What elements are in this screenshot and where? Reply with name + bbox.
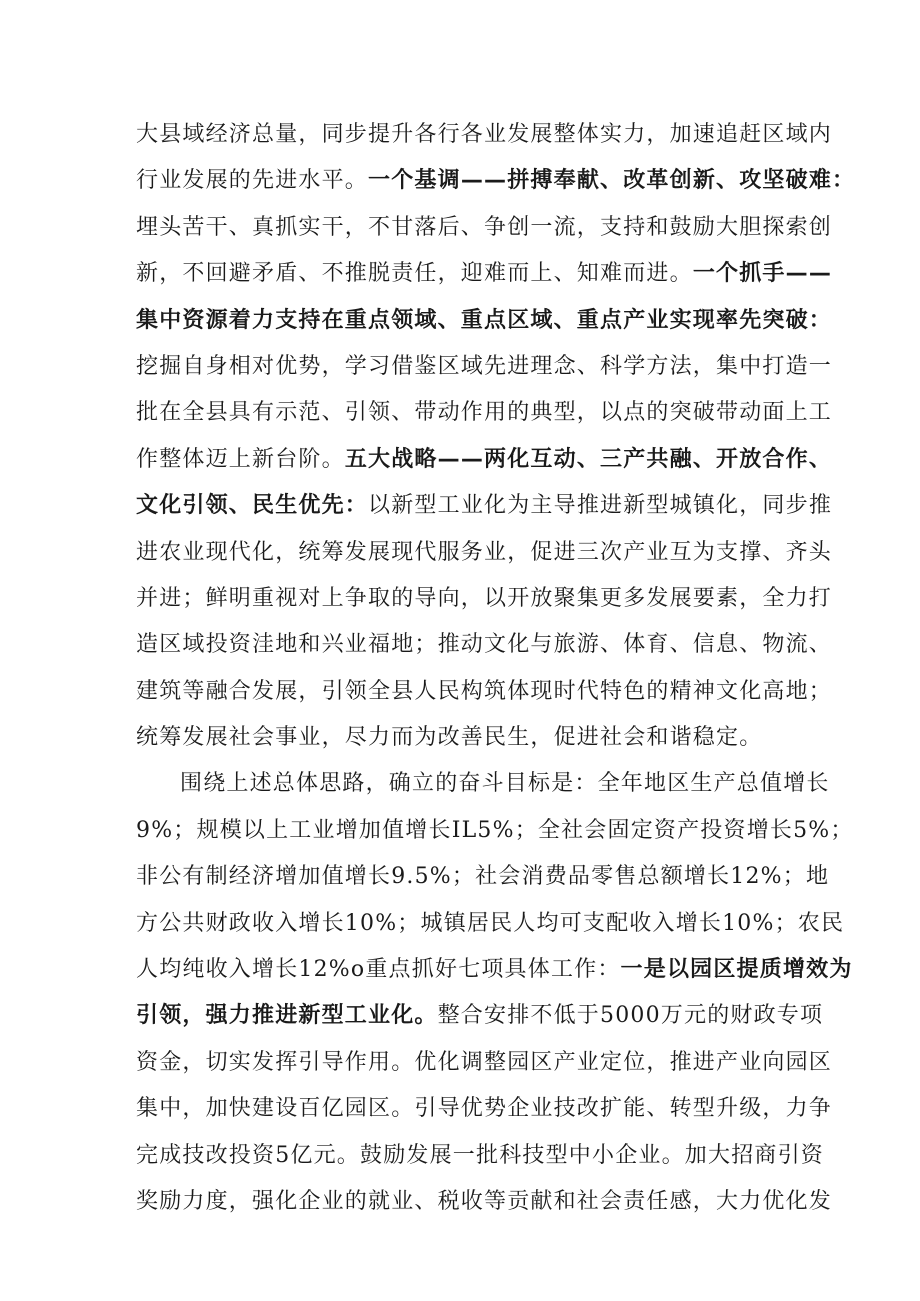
text-line <box>136 576 833 622</box>
text-line <box>136 1040 833 1086</box>
body-text: 造区域投资洼地和兴业福地；推动文化与旅游、体育、信息、物流、 <box>136 632 833 658</box>
body-text: 资金，切实发挥引导作用。优化调整园区产业定位，推进产业向园区 <box>136 1049 833 1075</box>
body-text: 方公共财政收入增长10%；城镇居民人均可支配收入增长10%；农民 <box>136 910 845 936</box>
text-line <box>136 205 833 251</box>
text-line <box>136 251 833 297</box>
text-line <box>136 715 796 761</box>
body-text: 作整体迈上新台阶。 <box>136 446 345 472</box>
text-line <box>136 761 830 807</box>
body-text: 奖励力度，强化企业的就业、税收等贡献和社会责任感，大力优化发 <box>136 1188 833 1214</box>
text-line <box>136 390 833 436</box>
text-line <box>136 808 854 854</box>
body-text: 非公有制经济增加值增长9.5%；社会消费品零售总额增长12%；地 <box>136 864 830 890</box>
document-body <box>136 112 856 1225</box>
body-text: 集中，加快建设百亿园区。引导优势企业技改扩能、转型升级，力争 <box>136 1096 833 1122</box>
bold-text: 集中资源着力支持在重点领域、重点区域、重点产业实现率先突破： <box>136 307 833 333</box>
text-line <box>136 901 845 947</box>
body-text: 大县域经济总量，同步提升各行各业发展整体实力，加速追赶区域内 <box>136 122 833 147</box>
body-text: 埋头苦干、真抓实干，不甘落后、争创一流，支持和鼓励大胆探索创 <box>136 214 833 240</box>
text-line <box>136 437 833 483</box>
body-text: 整合安排不低于5000万元的财政专项 <box>437 1003 824 1029</box>
text-line <box>136 1086 833 1132</box>
bold-text: 文化引领、民生优先： <box>136 493 369 519</box>
paragraph <box>136 112 856 761</box>
body-text: 批在全县具有示范、引领、带动作用的典型，以点的突破带动面上工 <box>136 400 833 426</box>
body-text: 新，不回避矛盾、不推脱责任，迎难而上、知难而进。 <box>136 261 693 287</box>
text-line <box>136 669 833 715</box>
text-line <box>136 530 833 576</box>
body-text: 建筑等融合发展，引领全县人民构筑体现时代特色的精神文化高地； <box>136 678 833 704</box>
bold-text: 五大战略——两化互动、三产共融、开放合作、 <box>344 446 833 472</box>
text-line <box>136 622 833 668</box>
text-line <box>136 483 833 529</box>
body-text: 进农业现代化，统筹发展现代服务业，促进三次产业互为支撑、齐头 <box>136 539 833 565</box>
text-line <box>136 993 824 1039</box>
body-text: 行业发展的先进水平。 <box>136 168 369 194</box>
text-line <box>136 947 853 993</box>
paragraph <box>136 761 854 1225</box>
body-text: 围绕上述总体思路，确立的奋斗目标是：全年地区生产总值增长 <box>180 771 830 797</box>
bold-text: 一个抓手—— <box>692 261 833 287</box>
body-text: 人均纯收入增长12%o重点抓好七项具体工作： <box>136 957 621 983</box>
text-line <box>136 1179 833 1225</box>
body-text: 完成技改投资5亿元。鼓励发展一批科技型中小企业。加大招商引资 <box>136 1142 824 1168</box>
text-line <box>136 1133 824 1179</box>
text-line <box>136 854 830 900</box>
body-text: 并进；鲜明重视对上争取的导向，以开放聚集更多发展要素，全力打 <box>136 585 833 611</box>
body-text: 以新型工业化为主导推进新型城镇化，同步推 <box>368 493 833 519</box>
text-line <box>136 298 833 344</box>
text-line <box>136 158 856 204</box>
text-line <box>136 112 833 158</box>
text-line <box>136 344 833 390</box>
body-text: 统筹发展社会事业，尽力而为改善民生，促进社会和谐稳定。 <box>136 725 763 751</box>
bold-text: 一是以园区提质增效为 <box>620 957 853 983</box>
body-text: 挖掘自身相对优势，学习借鉴区域先进理念、科学方法，集中打造一 <box>136 353 833 379</box>
bold-text: 一个基调——拼搏奉献、改革创新、攻坚破难： <box>368 168 856 194</box>
body-text: 9%；规模以上工业增加值增长IL5%；全社会固定资产投资增长5%； <box>136 817 854 843</box>
bold-text: 引领，强力推进新型工业化。 <box>136 1003 438 1029</box>
